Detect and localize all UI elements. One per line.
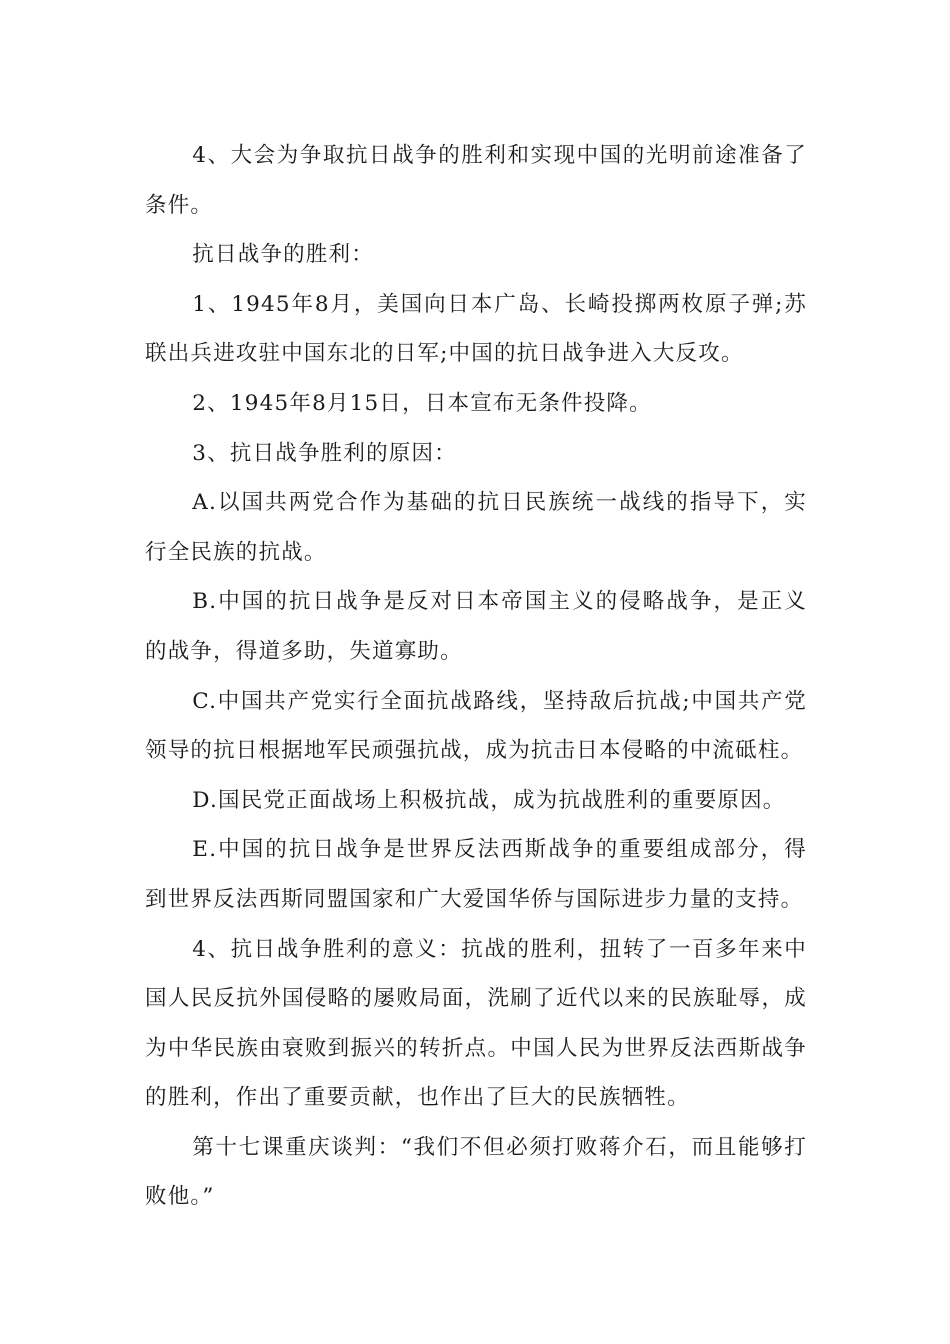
- paragraph-significance: 4、抗日战争胜利的意义：抗战的胜利，扭转了一百多年来中国人民反抗外国侵略的屡败局面，洗刷了近代以来的民族耻辱，成为中华民族由衰败到振兴的转折点。中国人民为世界反法西斯战争的胜利，作出了重要贡献，也作出了巨大的民族牺牲。: [145, 936, 807, 1111]
- paragraph-conditions: 4、大会为争取抗日战争的胜利和实现中国的光明前途准备了条件。: [145, 143, 807, 218]
- lesson-heading-chongqing: 第十七课重庆谈判：“我们不但必须打败蒋介石，而且能够打败他。”: [145, 1134, 807, 1210]
- reason-item-b: B.中国的抗日战争是反对日本帝国主义的侵略战争，是正义的战争，得道多助，失道寡助。: [145, 589, 807, 664]
- section-heading-victory: 抗日战争的胜利：: [192, 242, 374, 268]
- paragraph-reasons-heading: 3、抗日战争胜利的原因：: [192, 440, 457, 466]
- reason-item-c: C.中国共产党实行全面抗战路线，坚持敌后抗战;中国共产党领导的抗日根据地军民顽强抗战，成为抗击日本侵略的中流砥柱。: [145, 688, 807, 764]
- paragraph-counteroffensive: 1、1945年8月，美国向日本广岛、长崎投掷两枚原子弹;苏联出兵进攻驻中国东北的日军;中国的抗日战争进入大反攻。: [145, 291, 807, 367]
- paragraph-surrender: 2、1945年8月15日，日本宣布无条件投降。: [192, 390, 652, 416]
- document-body: [145, 131, 807, 1222]
- reason-item-a: A.以国共两党合作为基础的抗日民族统一战线的指导下，实行全民族的抗战。: [145, 490, 807, 565]
- reason-item-d: D.国民党正面战场上积极抗战，成为抗战胜利的重要原因。: [192, 787, 786, 813]
- reason-item-e: E.中国的抗日战争是世界反法西斯战争的重要组成部分，得到世界反法西斯同盟国家和广大爱国华侨与国际进步力量的支持。: [145, 837, 807, 912]
